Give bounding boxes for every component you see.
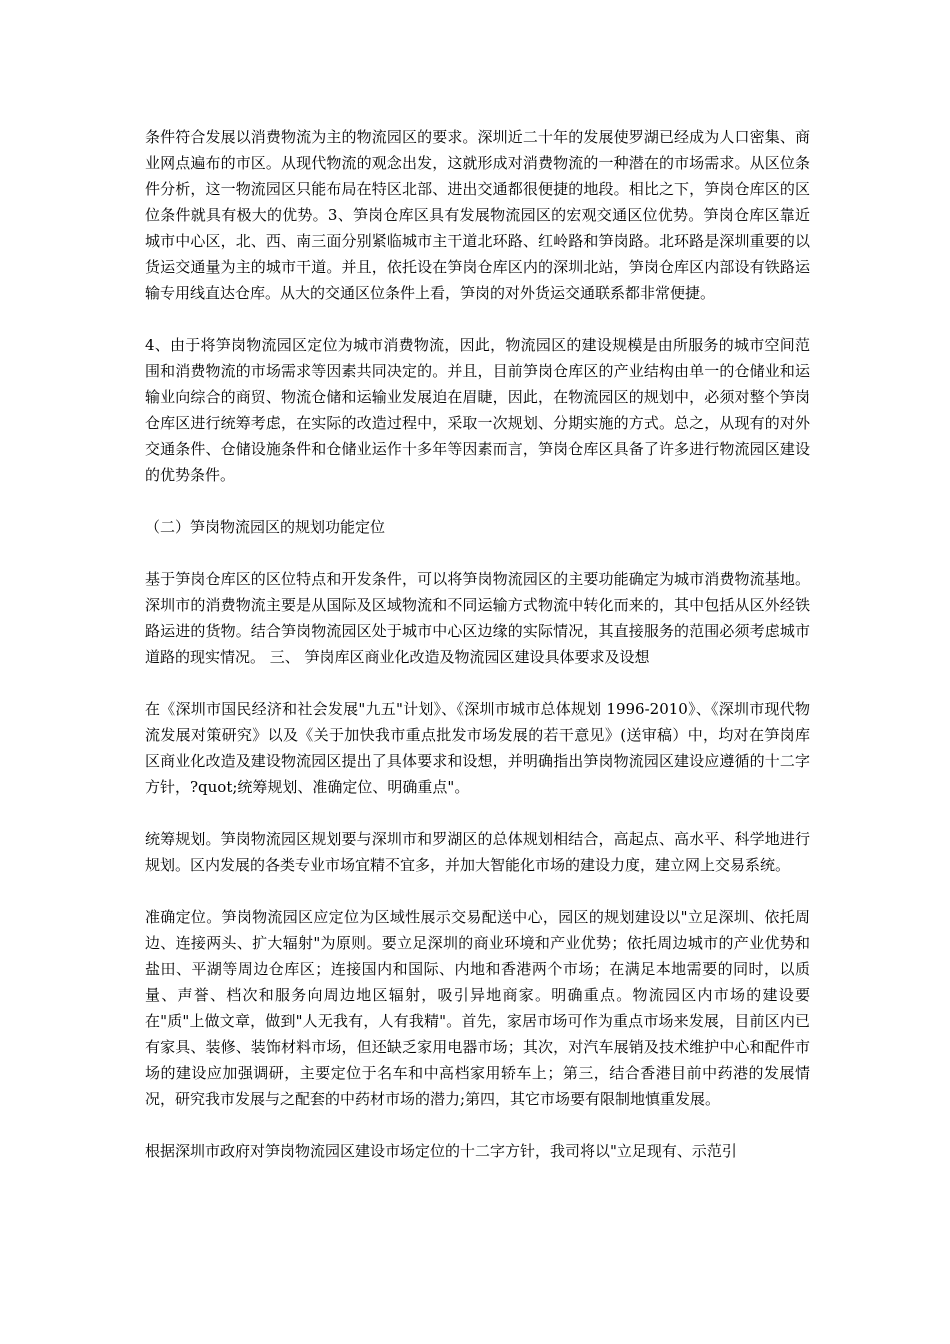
section-heading-function-positioning: （二）笋岗物流园区的规划功能定位 [145,518,386,536]
paragraph-overall-planning: 统筹规划。笋岗物流园区规划要与深圳市和罗湖区的总体规划相结合，高起点、高水平、科学地进行规划。区内发展的各类专业市场宜精不宜多，并加大智能化市场的建设力度，建立网上交易系统。 [145,830,810,874]
paragraph-consumer-logistics-base: 基于笋岗仓库区的区位特点和开发条件，可以将笋岗物流园区的主要功能确定为城市消费物流基地。深圳市的消费物流主要是从国际及区域物流和不同运输方式物流中转化而来的，其中包括从区外经铁路运进的货物。结合笋岗物流园区处于城市中心区边缘的实际情况，其直接服务的范围必须考虑城市道路的现实情况。 三、 笋岗库区商业化改造及物流园区建设具体要求及设想 [145,570,810,666]
paragraph-scale-determination: 4、由于将笋岗物流园区定位为城市消费物流，因此，物流园区的建设规模是由所服务的城市空间范围和消费物流的市场需求等因素共同决定的。并且，目前笋岗仓库区的产业结构由单一的仓储业和运输业向综合的商贸、物流仓储和运输业发展迫在眉睫，因此，在物流园区的规划中，必须对整个笋岗仓库区进行统筹考虑，在实际的改造过程中，采取一次规划、分期实施的方式。总之，从现有的对外交通条件、仓储设施条件和仓储业运作十多年等因素而言，笋岗仓库区具备了许多进行物流园区建设的优势条件。 [145,336,810,484]
paragraph-location-advantages: 条件符合发展以消费物流为主的物流园区的要求。深圳近二十年的发展使罗湖已经成为人口密集、商业网点遍布的市区。从现代物流的观念出发，这就形成对消费物流的一种潜在的市场需求。从区位条件分析，这一物流园区只能布局在特区北部、进出交通都很便捷的地段。相比之下，笋岗仓库区的区位条件就具有极大的优势。3、笋岗仓库区具有发展物流园区的宏观交通区位优势。笋岗仓库区靠近城市中心区，北、西、南三面分别紧临城市主干道北环路、红岭路和笋岗路。北环路是深圳重要的以货运交通量为主的城市干道。并且，依托设在笋岗仓库区内的深圳北站，笋岗仓库区内部设有铁路运输专用线直达仓库。从大的交通区位条件上看，笋岗的对外货运交通联系都非常便捷。 [145,128,810,302]
paragraph-planning-requirements: 在《深圳市国民经济和社会发展"九五"计划》、《深圳市城市总体规划 1996-2010》、《深圳市现代物流发展对策研究》以及《关于加快我市重点批发市场发展的若干意见》(送审稿）中，均对在笋岗库区商业化改造及建设物流园区提出了具体要求和设想，并明确指出笋岗物流园区建设应遵循的十二字方针，?quot;统筹规划、准确定位、明确重点"。 [145,700,810,796]
paragraph-government-guideline: 根据深圳市政府对笋岗物流园区建设市场定位的十二字方针，我司将以"立足现有、示范引 [145,1142,737,1160]
document-body [145,124,810,1190]
paragraph-accurate-positioning: 准确定位。笋岗物流园区应定位为区域性展示交易配送中心，园区的规划建设以"立足深圳、依托周边、连接两头、扩大辐射"为原则。要立足深圳的商业环境和产业优势；依托周边城市的产业优势和盐田、平湖等周边仓库区；连接国内和国际、内地和香港两个市场；在满足本地需要的同时，以质量、声誉、档次和服务向周边地区辐射，吸引异地商家。明确重点。物流园区内市场的建设要在"质"上做文章，做到"人无我有，人有我精"。首先，家居市场可作为重点市场来发展，目前区内已有家具、装修、装饰材料市场，但还缺乏家用电器市场；其次，对汽车展销及技术维护中心和配件市场的建设应加强调研，主要定位于名车和中高档家用轿车上；第三，结合香港目前中药港的发展情况，研究我市发展与之配套的中药材市场的潜力;第四，其它市场要有限制地慎重发展。 [145,908,810,1108]
